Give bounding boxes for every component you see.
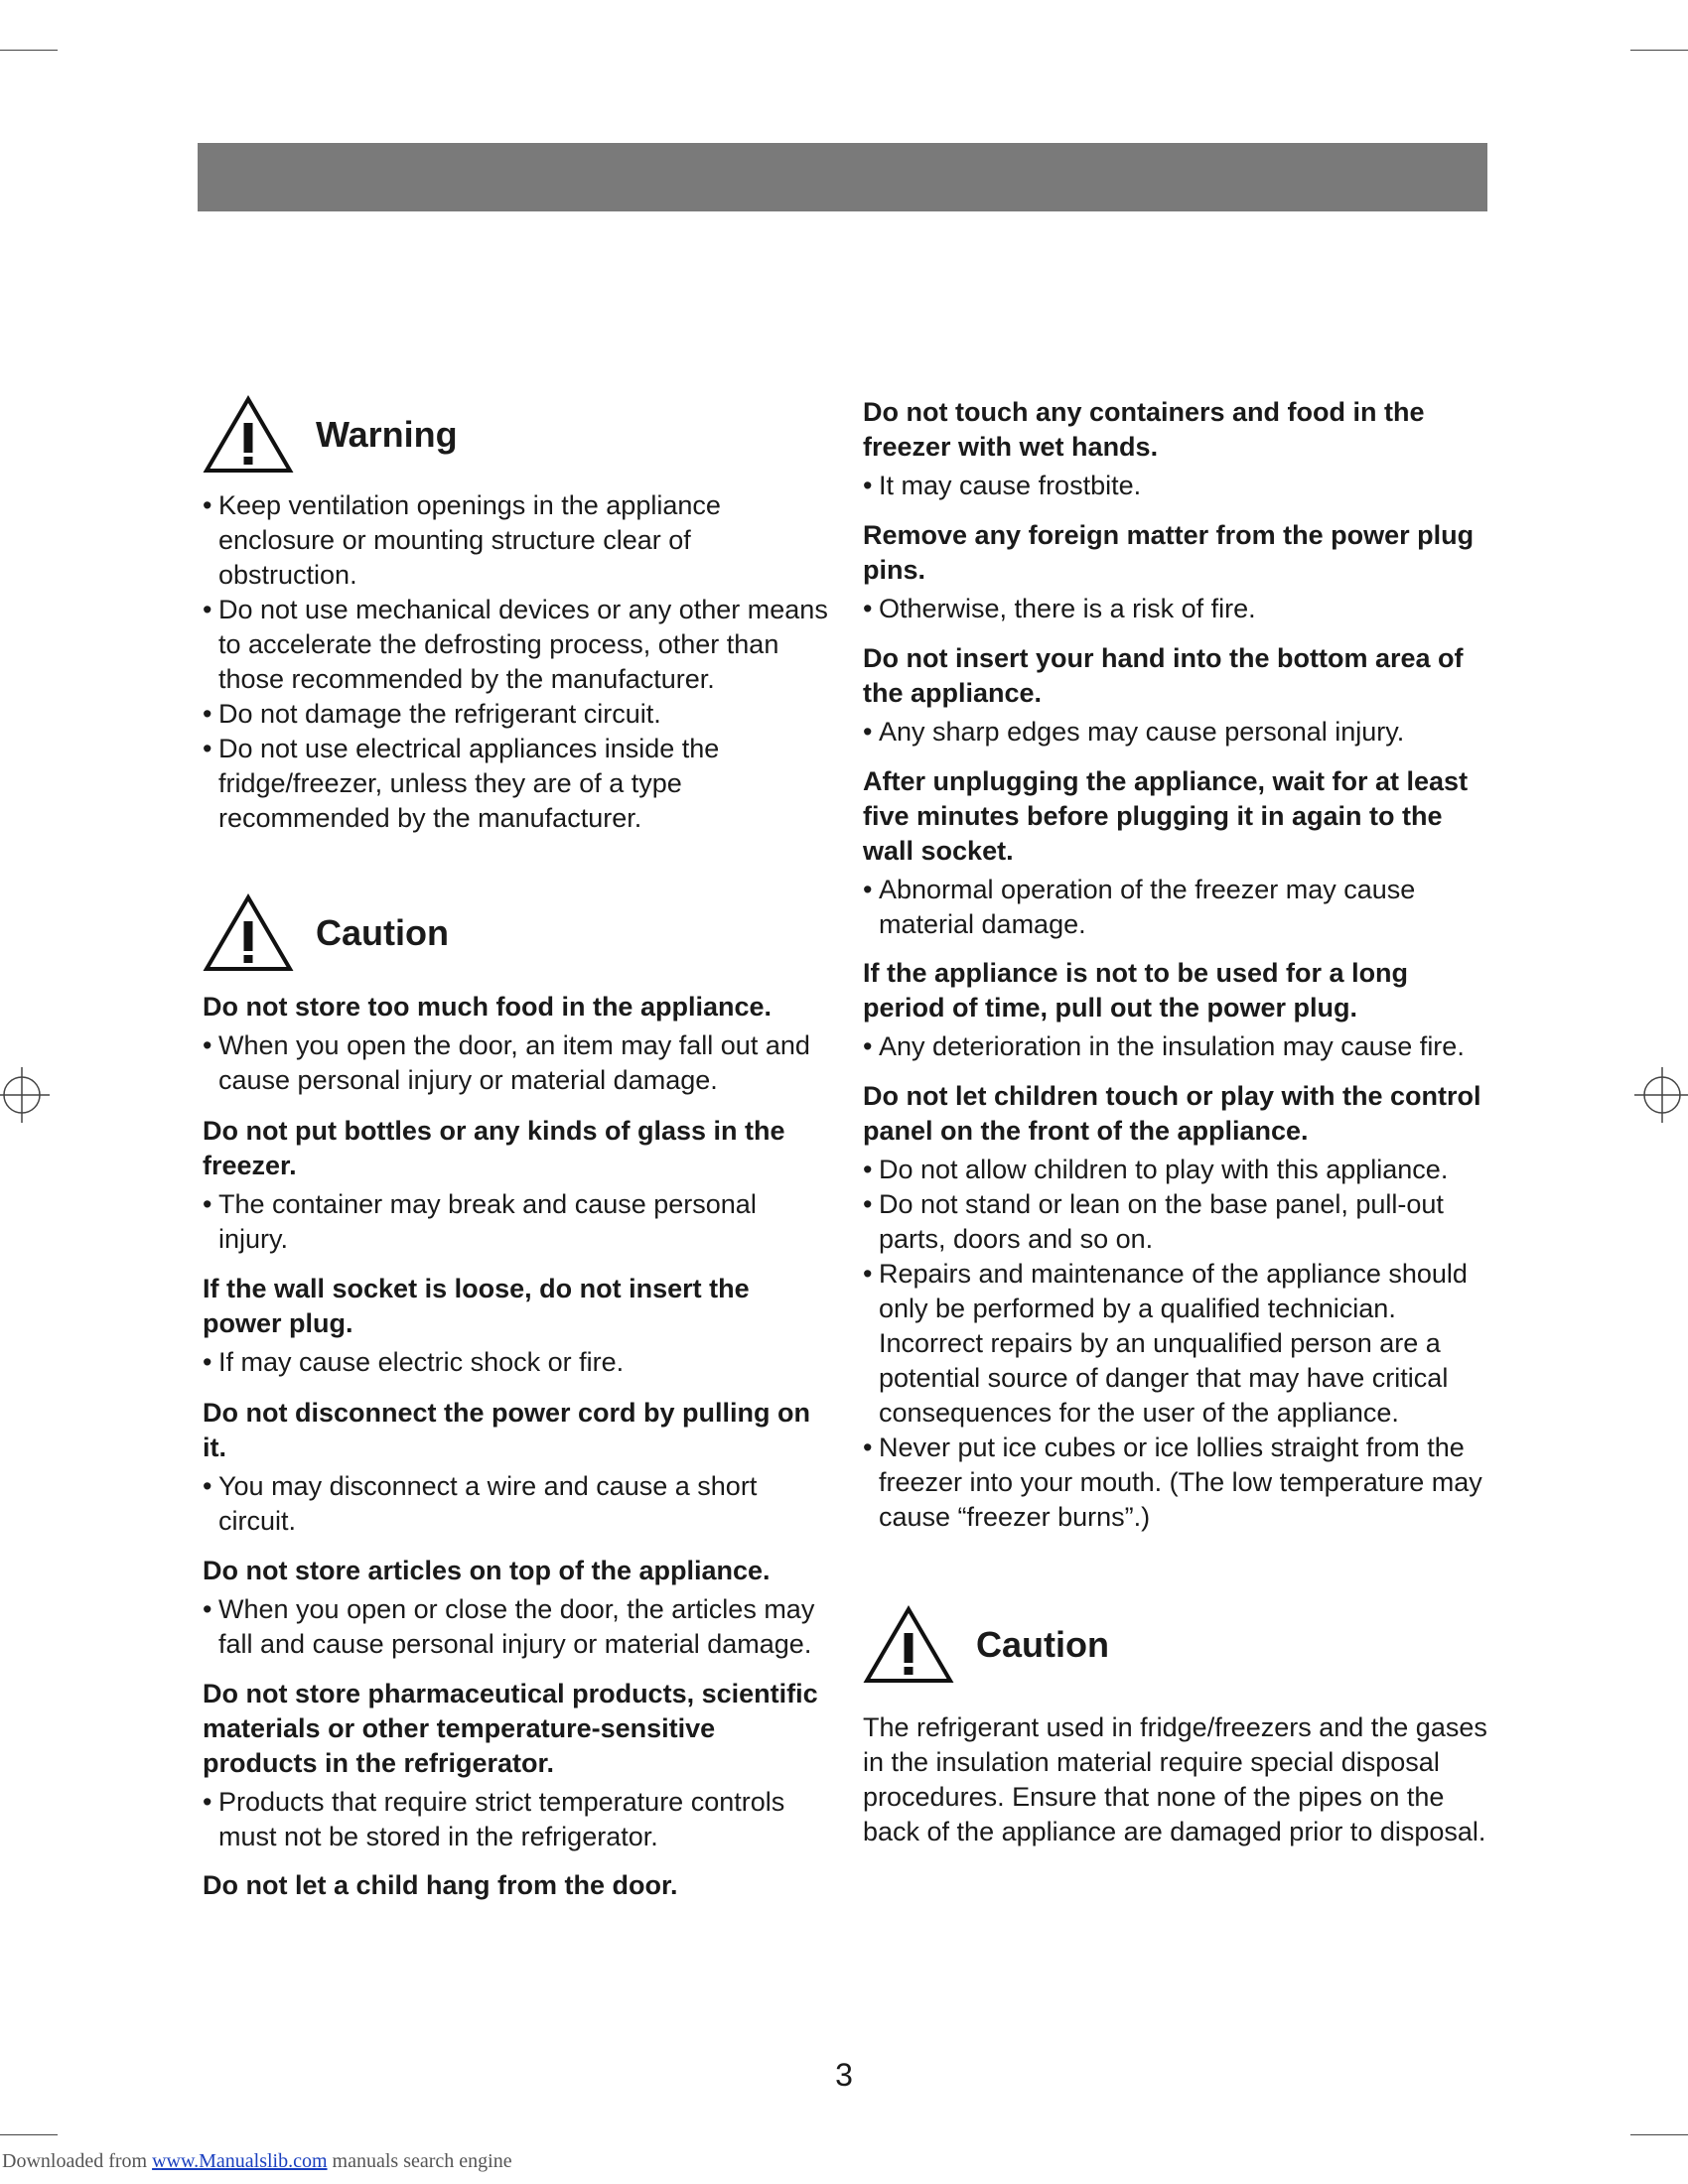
- crop-mark: [0, 50, 58, 51]
- bullet-list: [863, 592, 1490, 626]
- bullet-list: [863, 715, 1490, 750]
- list-item: • Never put ice cubes or ice lollies straight from the freezer into your mouth. (The low temperature may cause “freezer burns”.): [863, 1431, 1490, 1535]
- caution-header: [203, 893, 828, 973]
- item-heading: Do not touch any containers and food in the freezer with wet hands.: [863, 397, 1425, 462]
- page-number: 3: [835, 2057, 853, 2093]
- item-heading: Do not put bottles or any kinds of glass in the freezer.: [203, 1116, 785, 1180]
- footer-prefix: Downloaded from: [2, 2150, 153, 2172]
- list-item: • Do not allow children to play with this appliance.: [863, 1153, 1490, 1187]
- bullet-list: [203, 1028, 828, 1098]
- bullet-list: [203, 1785, 828, 1854]
- bullet-list: [863, 873, 1490, 942]
- bullet-list: [203, 1187, 828, 1257]
- crop-mark: [1630, 2134, 1688, 2135]
- caution-section: [863, 1605, 1490, 1849]
- item-heading: Do not disconnect the power cord by pulling on it.: [203, 1398, 810, 1462]
- list-item: • If may cause electric shock or fire.: [203, 1345, 828, 1380]
- item-heading: Do not let a child hang from the door.: [203, 1870, 678, 1900]
- bullet-list: [203, 1345, 828, 1380]
- caution-item: [863, 641, 1490, 750]
- list-item: • You may disconnect a wire and cause a short circuit.: [203, 1469, 828, 1539]
- list-item: • When you open or close the door, the articles may fall and cause personal injury or material damage.: [203, 1592, 828, 1662]
- item-heading: Do not store too much food in the appliance.: [203, 992, 772, 1022]
- caution-item: [863, 395, 1490, 503]
- item-heading: Do not let children touch or play with the control panel on the front of the appliance.: [863, 1081, 1481, 1146]
- list-item: • Do not use electrical appliances inside the fridge/freezer, unless they are of a type recommended by the manufacturer.: [203, 732, 828, 836]
- item-heading: Do not store pharmaceutical products, scientific materials or other temperature-sensitive products in the refrigerator.: [203, 1679, 818, 1778]
- list-item: • The container may break and cause personal injury.: [203, 1187, 828, 1257]
- caution-item: [863, 764, 1490, 942]
- bullet-list: [203, 1469, 828, 1539]
- warning-bullet-list: [203, 488, 828, 836]
- warning-triangle-icon: [203, 893, 294, 973]
- list-item: • Keep ventilation openings in the appliance enclosure or mounting structure clear of obstruction.: [203, 488, 828, 593]
- caution-item: [863, 956, 1490, 1064]
- manualslib-link[interactable]: www.Manualslib.com: [152, 2150, 328, 2172]
- warning-triangle-icon: [203, 395, 294, 475]
- caution-item: [203, 1677, 828, 1854]
- caution-header: [863, 1605, 1490, 1685]
- caution-item: [863, 1079, 1490, 1535]
- header-banner: [198, 143, 1487, 211]
- list-item: • When you open the door, an item may fall out and cause personal injury or material damage.: [203, 1028, 828, 1098]
- bullet-list: [863, 1153, 1490, 1535]
- item-heading: Do not insert your hand into the bottom area of the appliance.: [863, 643, 1464, 708]
- caution-item: [203, 990, 828, 1098]
- crop-mark: [0, 2134, 58, 2135]
- caution-title: Caution: [976, 1624, 1109, 1665]
- list-item: • Any sharp edges may cause personal injury.: [863, 715, 1490, 750]
- warning-title: Warning: [316, 414, 458, 455]
- bullet-list: [863, 469, 1490, 503]
- caution-item: [203, 1272, 828, 1380]
- bullet-list: [863, 1029, 1490, 1064]
- item-heading: After unplugging the appliance, wait for at least five minutes before plugging it in again to the wall socket.: [863, 766, 1469, 866]
- list-item: • Products that require strict temperature controls must not be stored in the refrigerator.: [203, 1785, 828, 1854]
- disposal-paragraph: The refrigerant used in fridge/freezers and the gases in the insulation material require special disposal procedures. Ensure that none of the pipes on the back of the appliance are damaged prior to disposal.: [863, 1712, 1487, 1846]
- list-item: • Abnormal operation of the freezer may cause material damage.: [863, 873, 1490, 942]
- caution-item: [203, 1554, 828, 1662]
- list-item: • Otherwise, there is a risk of fire.: [863, 592, 1490, 626]
- footer: [2, 2150, 512, 2173]
- warning-section: [203, 395, 828, 836]
- item-heading: If the appliance is not to be used for a long period of time, pull out the power plug.: [863, 958, 1409, 1023]
- footer-suffix: manuals search engine: [327, 2150, 512, 2172]
- warning-header: [203, 395, 828, 475]
- registration-mark-icon: [0, 1067, 50, 1123]
- caution-item: [203, 1868, 828, 1903]
- item-heading: If the wall socket is loose, do not insert the power plug.: [203, 1274, 750, 1338]
- caution-title: Caution: [316, 912, 449, 953]
- caution-item: [203, 1396, 828, 1539]
- item-heading: Remove any foreign matter from the power plug pins.: [863, 520, 1475, 585]
- list-item: • It may cause frostbite.: [863, 469, 1490, 503]
- caution-item: [863, 518, 1490, 626]
- list-item: • Any deterioration in the insulation may cause fire.: [863, 1029, 1490, 1064]
- crop-mark: [1630, 50, 1688, 51]
- list-item: • Do not damage the refrigerant circuit.: [203, 697, 828, 732]
- warning-triangle-icon: [863, 1605, 954, 1685]
- bullet-list: [203, 1592, 828, 1662]
- caution-section: [203, 893, 828, 973]
- list-item: • Do not use mechanical devices or any other means to accelerate the defrosting process, other than those recommended by the manufacturer.: [203, 593, 828, 697]
- caution-item: [203, 1114, 828, 1257]
- registration-mark-icon: [1634, 1067, 1688, 1123]
- list-item: • Repairs and maintenance of the appliance should only be performed by a qualified technician. Incorrect repairs by an unqualified person are a potential source of danger that may have critical consequences for the user of the appliance.: [863, 1257, 1490, 1431]
- item-heading: Do not store articles on top of the appliance.: [203, 1556, 771, 1585]
- list-item: • Do not stand or lean on the base panel, pull-out parts, doors and so on.: [863, 1187, 1490, 1257]
